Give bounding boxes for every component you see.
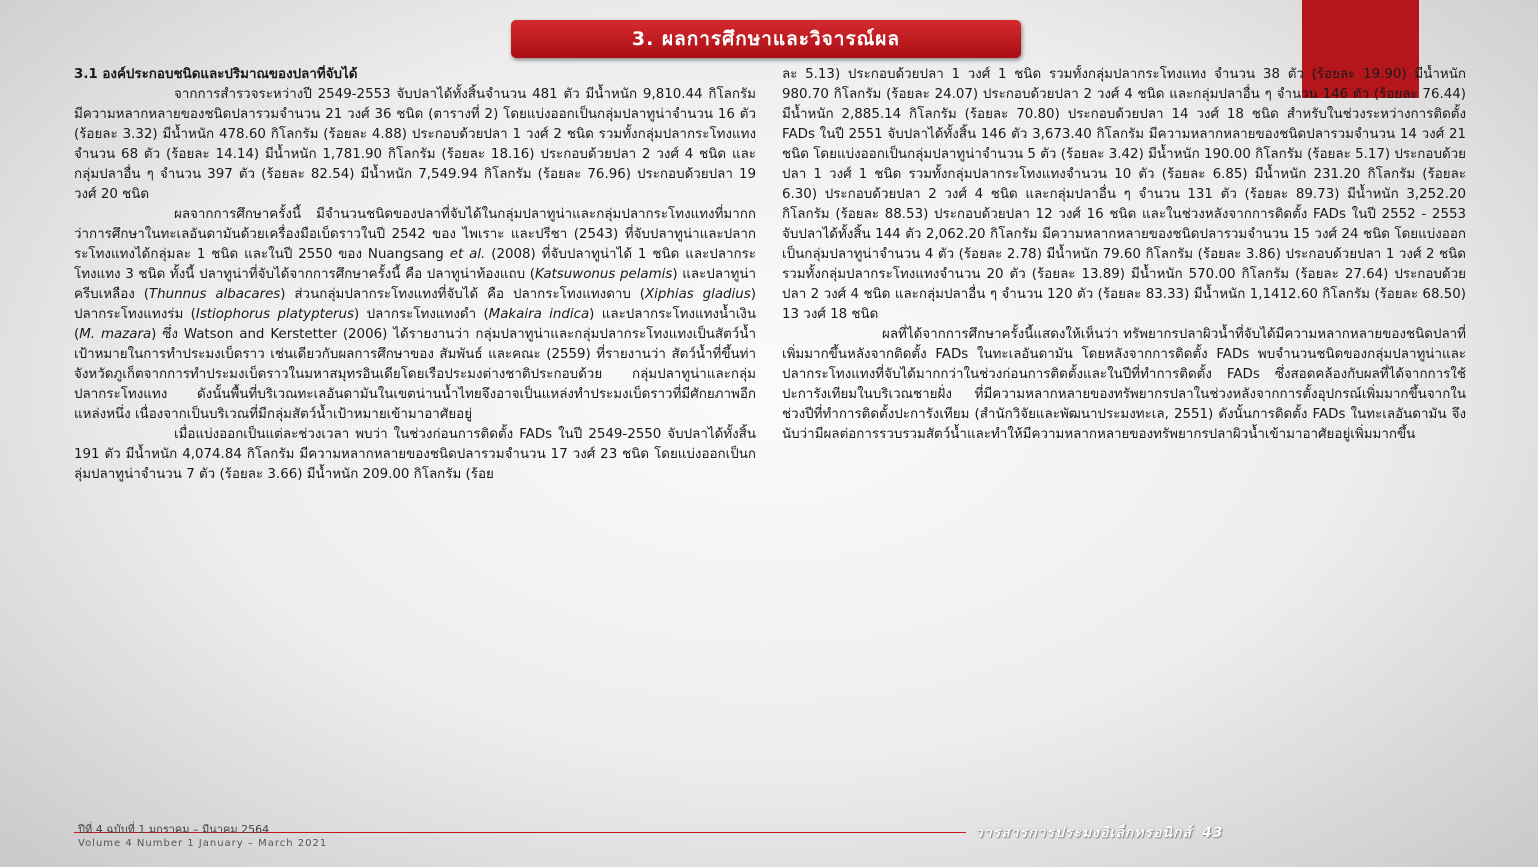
paragraph — [74, 205, 756, 425]
left-text-column — [74, 65, 756, 805]
text-run: ) และปลากระโทงแทงน้ำเงิน ( — [74, 307, 756, 342]
text-run: ) ปลากระโทงแทงดำ ( — [354, 307, 489, 322]
text-run: ) ปลากระโทงแทงร่ม ( — [74, 287, 756, 322]
journal-name: วารสารการประมงอิเล็กทรอนิกส์ — [975, 825, 1193, 841]
text-run: (2008) ที่จับปลาทูน่าได้ 1 ชนิด และปลากระโทงแทง 3 ชนิด ทั้งนี้ ปลาทูน่าที่จับได้จากการศึกษาครั้งนี้ คือ ปลาทูน่าท้องแถบ ( — [74, 247, 756, 282]
section-title-banner — [511, 20, 1021, 58]
italic-text: et al. — [449, 247, 486, 262]
species-name: Xiphias gladius — [645, 287, 751, 302]
text-run: ) และปลาทูน่าครีบเหลือง ( — [74, 267, 756, 302]
species-name: Istiophorus platypterus — [195, 307, 355, 322]
text-run: ผลจากการศึกษาครั้งนี้ มีจำนวนชนิดของปลาที่จับได้ในกลุ่มปลาทูน่าและกลุ่มปลากระโทงแทงที่มากกว่าการศึกษาในทะเลอันดามันด้วยเครื่องมือเบ็ดราวในปี 2542 ของ ไพเราะ และปรีชา (2543) ที่จับปลาทูน่าและปลากระโทงแทงได้กลุ่มละ 1 ชนิด และในปี 2550 ของ Nuangsang — [74, 207, 756, 262]
paragraph: เมื่อแบ่งออกเป็นแต่ละช่วงเวลา พบว่า ในช่วงก่อนการติดตั้ง FADs ในปี 2549-2550 จับปลาได้ทั้งสิ้น 191 ตัว มีน้ำหนัก 4,074.84 กิโลกรัม มีความหลากหลายของชนิดปลารวมจำนวน 17 วงศ์ 23 ชนิด โดยแบ่งออกเป็นกลุ่มปลาทูน่าจำนวน 7 ตัว (ร้อยละ 3.66) มีน้ำหนัก 209.00 กิโลกรัม (ร้อย — [74, 427, 756, 482]
species-name: M. mazara — [79, 327, 152, 342]
text-run: ) ซึ่ง Watson and Kerstetter (2006) ได้รายงานว่า กลุ่มปลาทูน่าและกลุ่มปลากระโทงแทงเป็นสัตว์น้ำเป้าหมายในการทำประมงเบ็ดราว เช่นเดียวกับผลการศึกษาของ สัมพันธ์ และคณะ (2559) ที่รายงานว่า สัตว์น้ำที่ขึ้นท่าจังหวัดภูเก็ตจากการทำประมงเบ็ดราวในมหาสมุทรอินเดียโดยเรือประมงต่างชาติประกอบด้วย กลุ่มปลาทูน่าและกลุ่มปลากระโทงแทง ดังนั้นพื้นที่บริเวณทะเลอันดามันในเขตน่านน้ำไทยจึงอาจเป็นแหล่งทำประมงเบ็ดราวที่มีศักยภาพอีกแหล่งหนึ่ง เนื่องจากเป็นบริเวณที่มีกลุ่มสัตว์น้ำเป้าหมายเข้ามาอาศัยอยู่ — [74, 327, 756, 422]
species-name: Thunnus albacares — [148, 287, 281, 302]
paragraph: จากการสำรวจระหว่างปี 2549-2553 จับปลาได้ทั้งสิ้นจำนวน 481 ตัว มีน้ำหนัก 9,810.44 กิโลกรัม มีความหลากหลายของชนิดปลารวมจำนวน 21 วงศ์ 36 ชนิด (ตารางที่ 2) โดยแบ่งออกเป็นกลุ่มปลาทูน่าจำนวน 16 ตัว (ร้อยละ 3.32) มีน้ำหนัก 478.60 กิโลกรัม (ร้อยละ 4.88) ประกอบด้วยปลา 1 วงศ์ 2 ชนิด รวมทั้งกลุ่มปลากระโทงแทงจำนวน 68 ตัว (ร้อยละ 14.14) มีน้ำหนัก 1,781.90 กิโลกรัม (ร้อยละ 18.16) ประกอบด้วยปลา 2 วงศ์ 4 ชนิด และกลุ่มปลาอื่น ๆ จำนวน 397 ตัว (ร้อยละ 82.54) มีน้ำหนัก 7,549.94 กิโลกรัม (ร้อยละ 76.96) ประกอบด้วยปลา 19 วงศ์ 20 ชนิด — [74, 87, 756, 202]
footer-volume-english: Volume 4 Number 1 January – March 2021 — [78, 838, 328, 849]
text-run: ) ส่วนกลุ่มปลากระโทงแทงที่จับได้ คือ ปลากระโทงแทงดาบ ( — [280, 287, 645, 302]
paragraph: ละ 5.13) ประกอบด้วยปลา 1 วงศ์ 1 ชนิด รวมทั้งกลุ่มปลากระโทงแทง จำนวน 38 ตัว (ร้อยละ 19.90) มีน้ำหนัก 980.70 กิโลกรัม (ร้อยละ 24.07) ประกอบด้วยปลา 2 วงศ์ 4 ชนิด และกลุ่มปลาอื่น ๆ จำนวน 146 ตัว (ร้อยละ 76.44) มีน้ำหนัก 2,885.14 กิโลกรัม (ร้อยละ 70.80) ประกอบด้วยปลา 14 วงศ์ 18 ชนิด สำหรับในช่วงระหว่างการติดตั้ง FADs ในปี 2551 จับปลาได้ทั้งสิ้น 146 ตัว 3,673.40 กิโลกรัม มีความหลากหลายของชนิดปลารวมจำนวน 14 วงศ์ 21 ชนิด โดยแบ่งออกเป็นกลุ่มปลาทูน่าจำนวน 5 ตัว (ร้อยละ 3.42) มีน้ำหนัก 190.00 กิโลกรัม (ร้อยละ 5.17) ประกอบด้วยปลา 1 วงศ์ 1 ชนิด รวมทั้งกลุ่มปลากระโทงแทงจำนวน 10 ตัว (ร้อยละ 6.85) มีน้ำหนัก 231.20 กิโลกรัม (ร้อยละ 6.30) ประกอบด้วยปลา 2 วงศ์ 4 ชนิด และกลุ่มปลาอื่น ๆ จำนวน 131 ตัว (ร้อยละ 89.73) มีน้ำหนัก 3,252.20 กิโลกรัม (ร้อยละ 88.53) ประกอบด้วยปลา 12 วงศ์ 16 ชนิด และในช่วงหลังจากการติดตั้ง FADs ในปี 2552 - 2553 จับปลาได้ทั้งสิ้น 144 ตัว 2,062.20 กิโลกรัม มีความหลากหลายของชนิดปลารวมจำนวน 15 วงศ์ 24 ชนิด โดยแบ่งออกเป็นกลุ่มปลาทูน่าจำนวน 4 ตัว (ร้อยละ 2.78) มีน้ำหนัก 79.60 กิโลกรัม (ร้อยละ 3.86) ประกอบด้วยปลา 1 วงศ์ 2 ชนิด รวมทั้งกลุ่มปลากระโทงแทงจำนวน 20 ตัว (ร้อยละ 13.89) มีน้ำหนัก 570.00 กิโลกรัม (ร้อยละ 27.64) ประกอบด้วยปลา 2 วงศ์ 4 ชนิด และกลุ่มปลาอื่น ๆ จำนวน 120 ตัว (ร้อยละ 83.33) มีน้ำหนัก 1,1412.60 กิโลกรัม (ร้อยละ 68.50) 13 วงศ์ 18 ชนิด — [782, 67, 1466, 322]
right-text-column — [782, 65, 1466, 805]
footer-volume-thai: ปีที่ 4 ฉบับที่ 1 มกราคม – มีนาคม 2564 — [78, 823, 270, 836]
subsection-heading: 3.1 องค์ประกอบชนิดและปริมาณของปลาที่จับได้ — [74, 67, 358, 82]
page-number: 43 — [1202, 825, 1224, 841]
species-name: Katsuwonus pelamis — [535, 267, 673, 282]
section-title: 3. ผลการศึกษาและวิจารณ์ผล — [631, 28, 901, 50]
footer-journal — [975, 822, 1224, 844]
paragraph: ผลที่ได้จากการศึกษาครั้งนี้แสดงให้เห็นว่า ทรัพยากรปลาผิวน้ำที่จับได้มีความหลากหลายของชนิดปลาที่เพิ่มมากขึ้นหลังจากติดตั้ง FADs ในทะเลอันดามัน โดยหลังจากการติดตั้ง FADs พบจำนวนชนิดของกลุ่มปลาทูน่าและปลากระโทงแทงที่จับได้มากกว่าในช่วงก่อนการติดตั้งและในปีที่ทำการติดตั้ง FADs ซึ่งสอดคล้องกับผลที่ได้จากการใช้ปะการังเทียมในบริเวณชายฝั่ง ที่มีความหลากหลายของทรัพยากรปลาในช่วงหลังจากการตั้งอุปกรณ์เพิ่มมากขึ้นจากในช่วงปีที่ทำการติดตั้งปะการังเทียม (สำนักวิจัยและพัฒนาประมงทะเล, 2551) ดังนั้นการติดตั้ง FADs ในทะเลอันดามัน จึงนับว่ามีผลต่อการรวบรวมสัตว์น้ำและทำให้มีความหลากหลายของทรัพยากรปลาผิวน้ำเข้ามาอาศัยอยู่เพิ่มมากขึ้น — [782, 327, 1466, 442]
species-name: Makaira indica — [488, 307, 590, 322]
